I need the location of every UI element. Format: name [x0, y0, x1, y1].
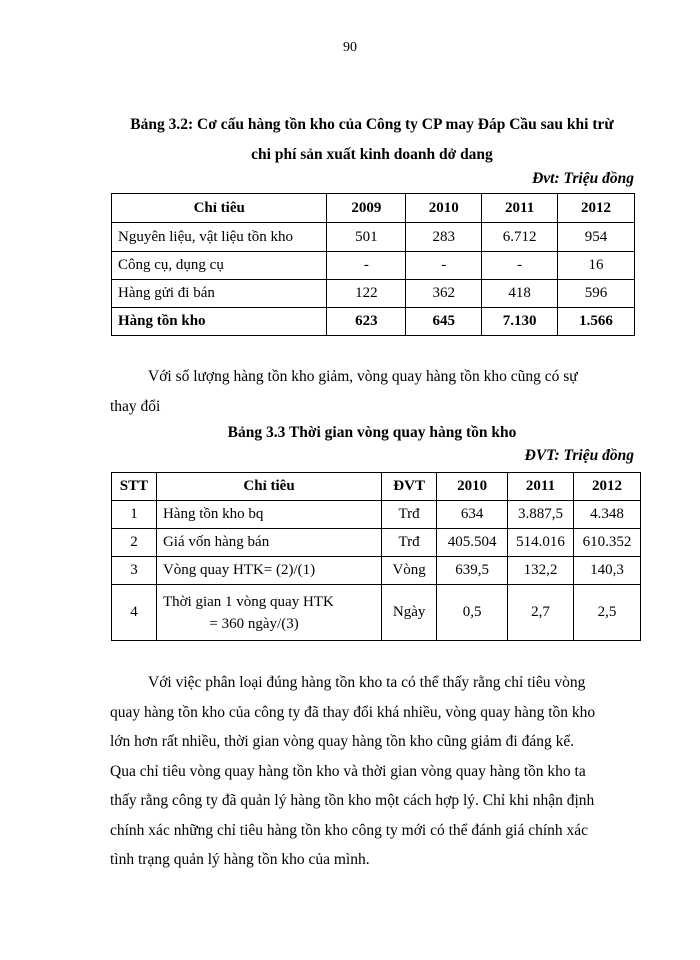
table-cell: 2	[112, 529, 157, 557]
table-cell: 362	[406, 280, 482, 308]
table2-header: STT	[112, 473, 157, 501]
table-cell: 122	[327, 280, 406, 308]
table-row	[112, 252, 635, 280]
paragraph-2-line: thấy rằng công ty đã quản lý hàng tồn kho một cách hợp lý. Chỉ khi nhận định	[110, 792, 595, 809]
paragraph-1-line1: Với số lượng hàng tồn kho giảm, vòng quay hàng tồn kho cũng có sự	[148, 368, 578, 385]
table-cell: Vòng	[382, 557, 437, 585]
table-cell: 623	[327, 308, 406, 336]
table-cell: Giá vốn hàng bán	[156, 529, 381, 557]
table1-header: 2011	[482, 194, 558, 223]
table2-header-row	[112, 473, 641, 501]
table-cell: 610.352	[574, 529, 641, 557]
table2-header: 2010	[437, 473, 508, 501]
table-cell: 6.712	[482, 223, 558, 252]
table-cell: 639,5	[437, 557, 508, 585]
table1-caption-line2: chi phí sản xuất kinh doanh dở dang	[251, 146, 493, 163]
paragraph-2-line: Với việc phân loại đúng hàng tồn kho ta có thể thấy rằng chỉ tiêu vòng	[148, 674, 586, 691]
table-row	[112, 585, 641, 641]
table-cell: -	[406, 252, 482, 280]
table-row	[112, 501, 641, 529]
table-cell: 501	[327, 223, 406, 252]
table-cell: 4	[112, 585, 157, 641]
paragraph-2-line: chính xác những chỉ tiêu hàng tồn kho công ty mới có thể đánh giá chính xác	[110, 821, 589, 839]
table-cell: 645	[406, 308, 482, 336]
table2	[111, 472, 641, 641]
table-cell: 132,2	[508, 557, 574, 585]
table2-unit: ĐVT: Triệu đồng	[524, 447, 634, 464]
table1-header: 2009	[327, 194, 406, 223]
row4-line1: Thời gian 1 vòng quay HTK	[162, 593, 334, 610]
table-row	[112, 280, 635, 308]
paragraph-2	[110, 668, 634, 875]
table-cell: 405.504	[437, 529, 508, 557]
table1-header: 2012	[558, 194, 635, 223]
table-cell: 596	[558, 280, 635, 308]
table-cell: 283	[406, 223, 482, 252]
table1-caption	[110, 110, 634, 170]
table-cell: 3.887,5	[508, 501, 574, 529]
table2-header: Chỉ tiêu	[156, 473, 381, 501]
table-cell: Vòng quay HTK= (2)/(1)	[156, 557, 381, 585]
table-cell: Nguyên liệu, vật liệu tồn kho	[112, 223, 327, 252]
paragraph-1-line2: thay đổi	[110, 397, 161, 415]
table-cell: Trđ	[382, 529, 437, 557]
table-row	[112, 557, 641, 585]
table-cell: 418	[482, 280, 558, 308]
table1-caption-line1: Bảng 3.2: Cơ cấu hàng tồn kho của Công ty CP may Đáp Cầu sau khi trừ	[130, 116, 614, 133]
table2-header: 2012	[574, 473, 641, 501]
table-cell: 1.566	[558, 308, 635, 336]
table-cell: Hàng tồn kho	[112, 308, 327, 336]
table1-unit: Đvt: Triệu đồng	[532, 170, 634, 187]
table-cell: Ngày	[382, 585, 437, 641]
table-row	[112, 529, 641, 557]
table2-caption: Bảng 3.3 Thời gian vòng quay hàng tồn kho	[227, 424, 517, 441]
table-cell: Công cụ, dụng cụ	[112, 252, 327, 280]
table1-header-row	[112, 194, 635, 223]
paragraph-2-line: quay hàng tồn kho của công ty đã thay đổi khá nhiều, vòng quay hàng tồn kho	[110, 703, 596, 721]
table-cell: 634	[437, 501, 508, 529]
paragraph-1	[110, 362, 634, 421]
table-cell: 16	[558, 252, 635, 280]
paragraph-2-line: lớn hơn rất nhiều, thời gian vòng quay hàng tồn kho cũng giảm đi đáng kể.	[110, 733, 575, 750]
page-number: 90	[343, 40, 357, 55]
table-cell: 140,3	[574, 557, 641, 585]
table1	[111, 193, 635, 336]
table1-header: Chỉ tiêu	[112, 194, 327, 223]
table-cell: 0,5	[437, 585, 508, 641]
table-row	[112, 223, 635, 252]
table-cell: 2,5	[574, 585, 641, 641]
table-cell: 7.130	[482, 308, 558, 336]
table-cell: Hàng tồn kho bq	[156, 501, 381, 529]
table-cell: -	[482, 252, 558, 280]
table-cell: 2,7	[508, 585, 574, 641]
paragraph-2-line: Qua chỉ tiêu vòng quay hàng tồn kho và thời gian vòng quay hàng tồn kho ta	[110, 762, 586, 780]
table-cell: 4.348	[574, 501, 641, 529]
table-cell: 3	[112, 557, 157, 585]
table-cell: Hàng gửi đi bán	[112, 280, 327, 308]
paragraph-2-line: tình trạng quản lý hàng tồn kho của mình.	[110, 851, 370, 868]
table-cell: -	[327, 252, 406, 280]
table-cell: 954	[558, 223, 635, 252]
table1-header: 2010	[406, 194, 482, 223]
table2-header: ĐVT	[382, 473, 437, 501]
table-row-total	[112, 308, 635, 336]
table-cell: 514.016	[508, 529, 574, 557]
table-cell: 1	[112, 501, 157, 529]
table-cell-multiline	[156, 585, 381, 641]
table-cell: Trđ	[382, 501, 437, 529]
row4-line2: = 360 ngày/(3)	[209, 615, 299, 632]
table2-header: 2011	[508, 473, 574, 501]
